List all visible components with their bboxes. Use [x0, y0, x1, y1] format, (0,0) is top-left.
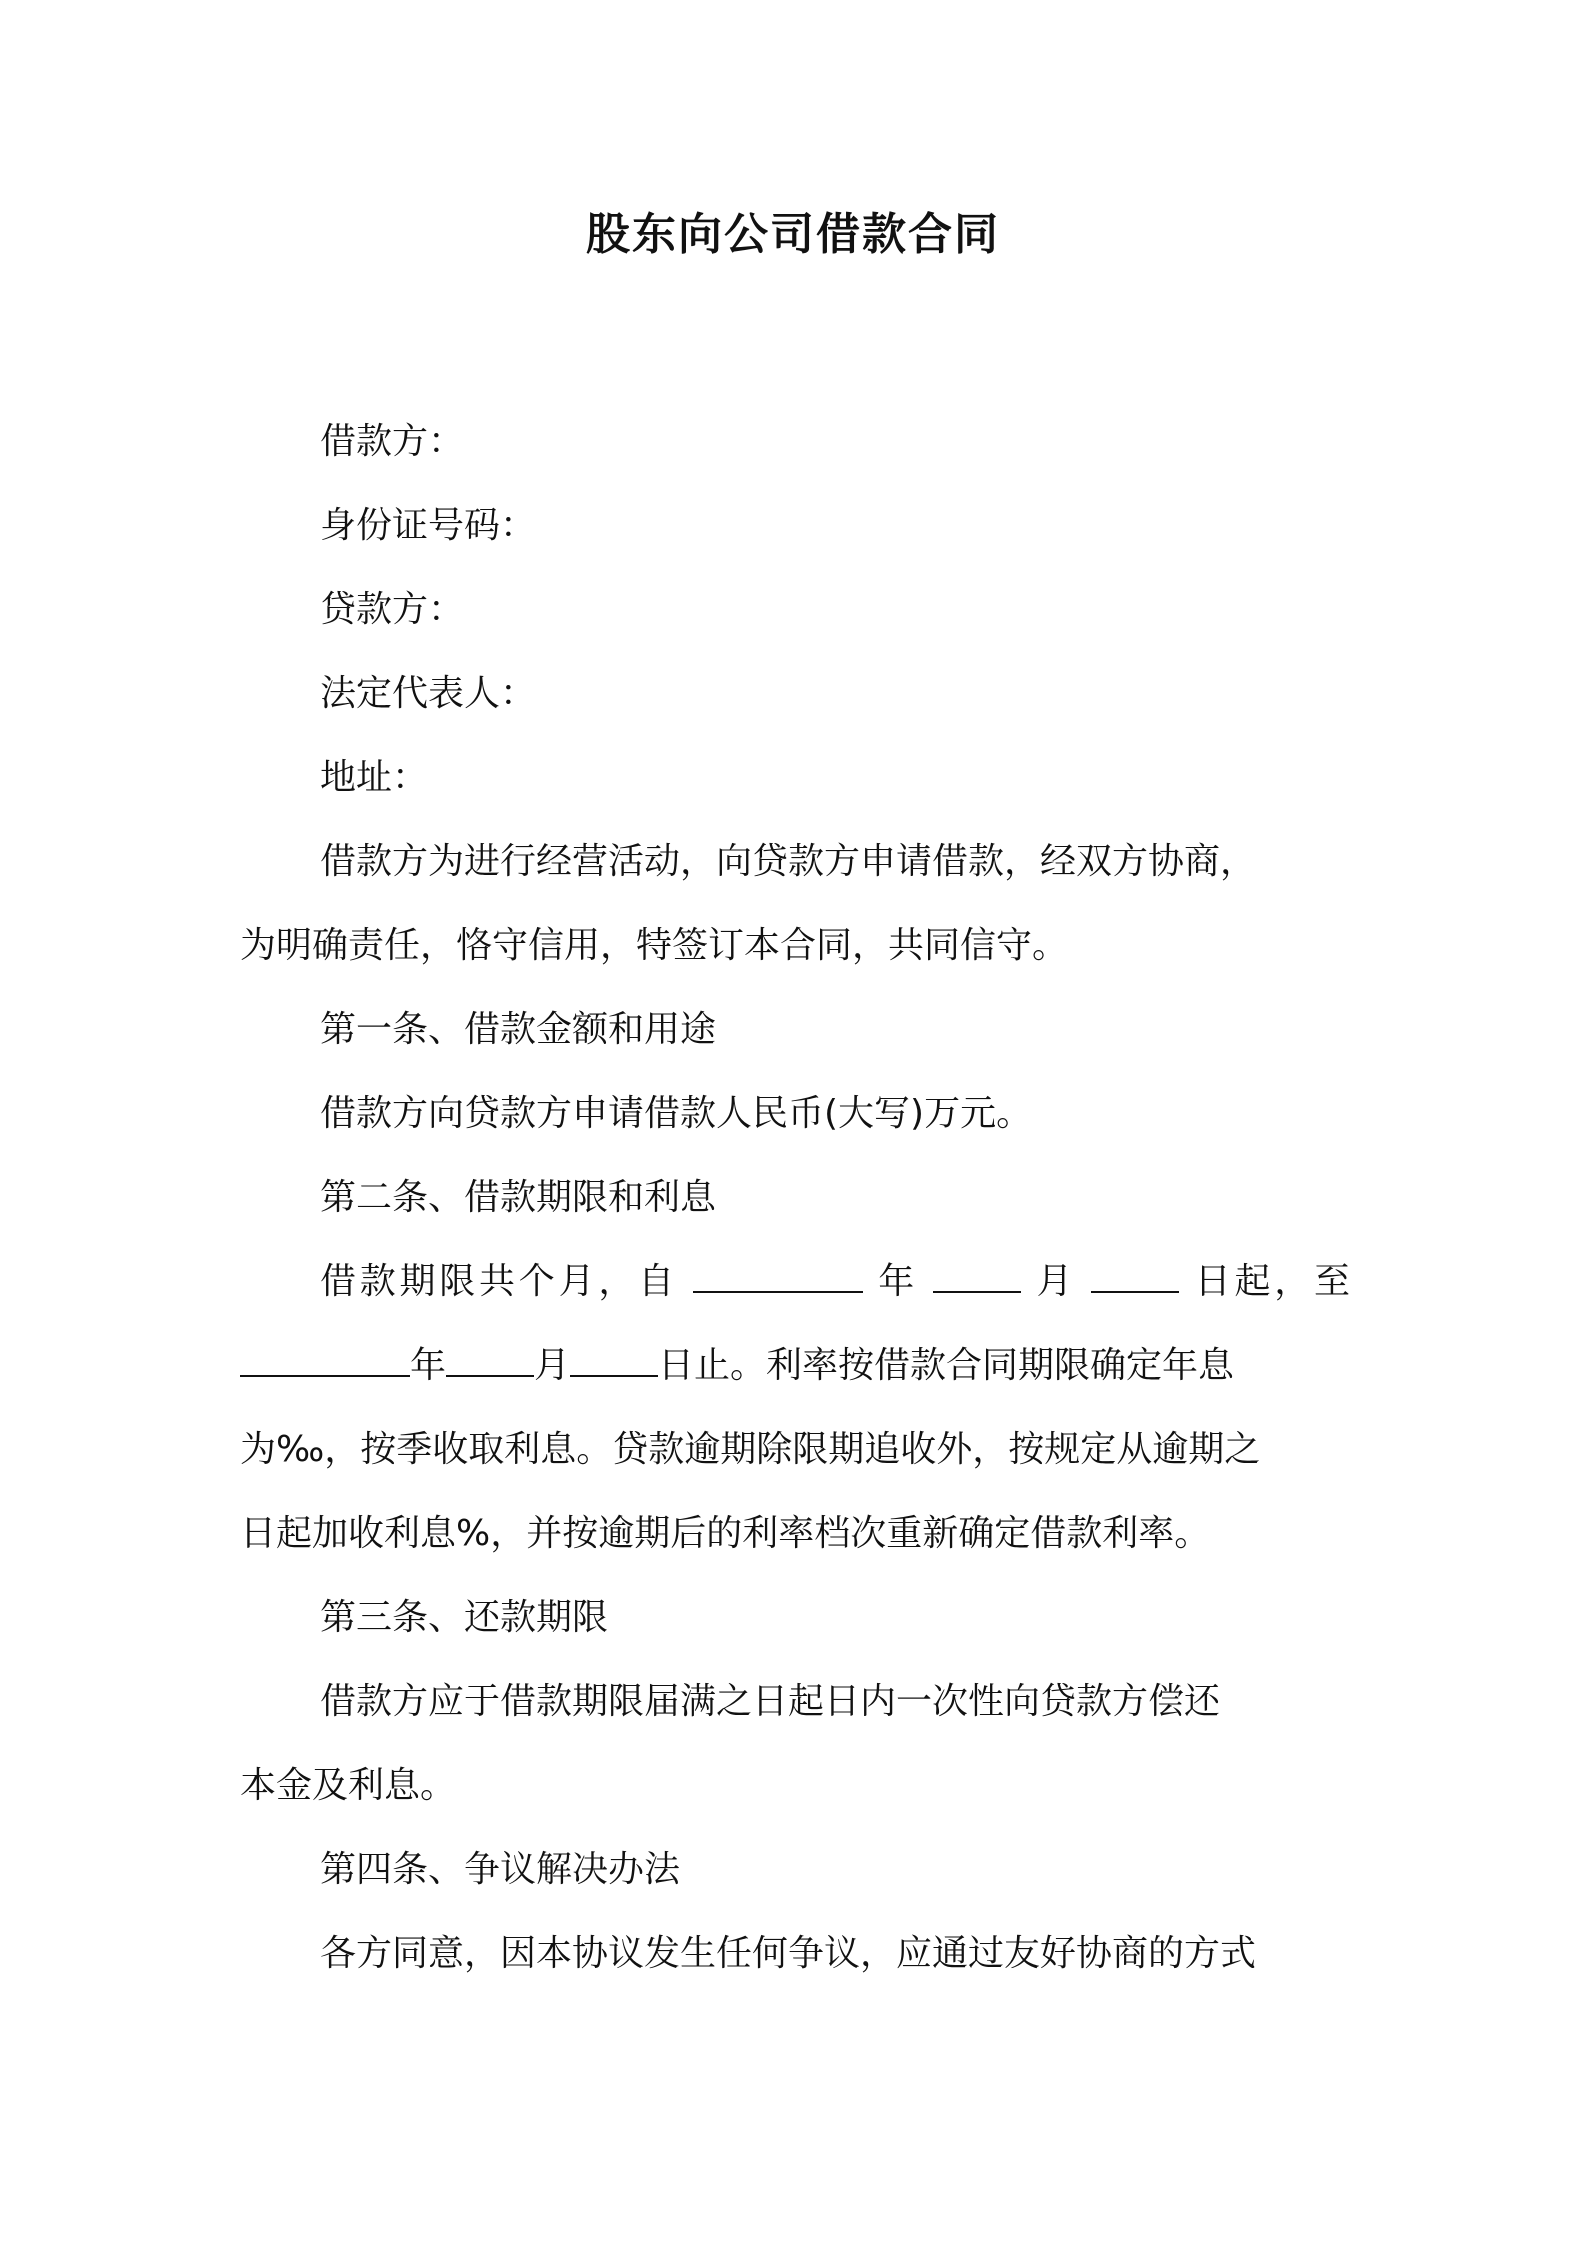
start-year-blank: [693, 1255, 863, 1293]
article-4-heading: 第四条、争议解决办法: [320, 1849, 681, 1890]
preamble-line-2: 为明确责任，恪守信用，特签订本合同，共同信守。: [240, 925, 1069, 966]
article-3-line-1: 借款方应于借款期限届满之日起日内一次性向贷款方偿还: [320, 1681, 1221, 1722]
preamble-line-1: 借款方为进行经营活动，向贷款方申请借款，经双方协商，: [320, 841, 1257, 882]
article-2-line-1: [240, 1240, 1350, 1324]
year-label: 年: [878, 1261, 919, 1302]
id-number-label: 身份证号码：: [320, 505, 537, 546]
article-3-line-2: 本金及利息。: [240, 1765, 457, 1806]
end-month-blank: [446, 1339, 534, 1377]
article-2-line-4: 日起加收利息%，并按逾期后的利率档次重新确定借款利率。: [240, 1513, 1211, 1554]
start-day-label: 日起，至: [1194, 1261, 1350, 1302]
start-month-blank: [933, 1255, 1021, 1293]
month-label: 月: [1036, 1261, 1077, 1302]
interest-rate-text: 日止。利率按借款合同期限确定年息: [658, 1345, 1235, 1386]
article-2-line-3: 为‰，按季收取利息。贷款逾期除限期追收外，按规定从逾期之: [240, 1429, 1261, 1470]
document-title: 股东向公司借款合同: [586, 209, 1000, 260]
end-year-label: 年: [410, 1345, 447, 1386]
article-3-heading: 第三条、还款期限: [320, 1597, 609, 1638]
article-2-line-2: [240, 1324, 1350, 1408]
article-2-heading: 第二条、借款期限和利息: [320, 1177, 717, 1218]
end-year-blank: [240, 1339, 410, 1377]
end-day-blank: [570, 1339, 658, 1377]
article-4-line-1: 各方同意，因本协议发生任何争议，应通过友好协商的方式: [320, 1933, 1257, 1974]
legal-representative-label: 法定代表人：: [320, 673, 537, 714]
loan-term-text: 借款期限共个月，自: [320, 1261, 678, 1302]
borrower-label: 借款方：: [320, 421, 465, 462]
document-body: [240, 400, 1350, 1996]
lender-label: 贷款方：: [320, 589, 465, 630]
article-1-heading: 第一条、借款金额和用途: [320, 1009, 717, 1050]
start-day-blank: [1091, 1255, 1179, 1293]
address-label: 地址：: [320, 757, 429, 798]
article-1-text: 借款方向贷款方申请借款人民币(大写)万元。: [320, 1093, 1033, 1134]
end-month-label: 月: [534, 1345, 571, 1386]
